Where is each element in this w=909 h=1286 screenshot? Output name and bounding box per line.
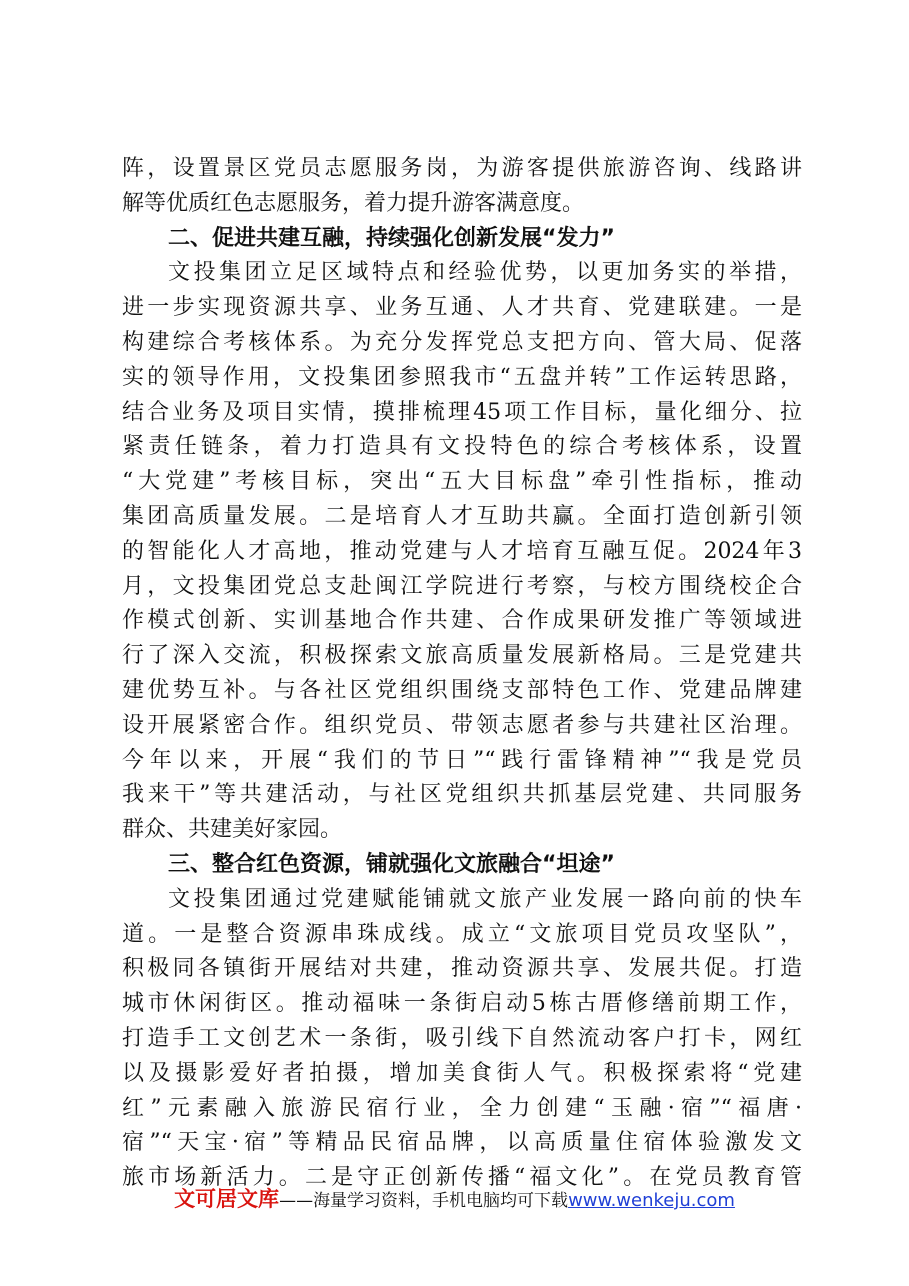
text-line: 文投集团立足区域特点和经验优势，以更加务实的举措，: [168, 260, 802, 286]
text-line: 我来干”等共建活动，与社区党组织共抓基层党建、共同服务: [122, 782, 802, 808]
text-line: 阵，设置景区党员志愿服务岗，为游客提供旅游咨询、线路讲: [122, 156, 802, 181]
section-heading: [122, 222, 802, 257]
text-line: “大党建”考核目标，突出“五大目标盘”牵引性指标，推动: [122, 469, 802, 495]
text-line: 旅市场新活力。二是守正创新传播“福文化”。在党员教育管: [122, 1165, 802, 1191]
text-line: 进一步实现资源共享、业务互通、人才共育、党建联建。一是: [122, 295, 802, 321]
body-paragraph: [122, 883, 802, 1196]
text-line: 解等优质红色志愿服务，着力提升游客满意度。: [122, 190, 585, 216]
text-line: 集团高质量发展。二是培育人才互助共赢。全面打造创新引领: [122, 503, 802, 529]
footer-tagline: ——海量学习资料，手机电脑均可下载: [279, 1191, 569, 1211]
text-line: 设开展紧密合作。组织党员、带领志愿者参与共建社区治理。: [122, 712, 802, 738]
text-line: 实的领导作用，文投集团参照我市“五盘并转”工作运转思路，: [122, 364, 802, 390]
footer-url-link[interactable]: www.wenkeju.com: [568, 1190, 735, 1211]
body-paragraph: [122, 256, 802, 848]
text-line: 紧责任链条，着力打造具有文投特色的综合考核体系，设置: [122, 434, 802, 460]
text-line: 月，文投集团党总支赴闽江学院进行考察，与校方围绕校企合: [122, 573, 802, 599]
text-line: 打造手工文创艺术一条街，吸引线下自然流动客户打卡，网红: [122, 1025, 802, 1051]
text-line: 二、促进共建互融，持续强化创新发展“发力”: [168, 225, 615, 251]
footer-banner: [0, 1183, 909, 1213]
text-line: 建优势互补。与各社区党组织围绕支部特色工作、党建品牌建: [122, 677, 802, 703]
body-paragraph: [122, 152, 802, 222]
text-line: 红”元素融入旅游民宿行业，全力创建“玉融·宿”“福唐·: [122, 1095, 802, 1121]
document-body: [122, 152, 802, 1196]
text-line: 构建综合考核体系。为充分发挥党总支把方向、管大局、促落: [122, 329, 802, 355]
text-line: 文投集团通过党建赋能铺就文旅产业发展一路向前的快车: [168, 886, 802, 912]
footer-brand: 文可居文库: [174, 1187, 280, 1211]
text-line: 城市休闲街区。推动福味一条街启动5栋古厝修缮前期工作，: [122, 991, 802, 1017]
section-heading: [122, 848, 802, 883]
text-line: 结合业务及项目实情，摸排梳理45项工作目标，量化细分、拉: [122, 399, 802, 425]
text-line: 的智能化人才高地，推动党建与人才培育互融互促。2024年3: [122, 538, 802, 564]
text-line: 积极同各镇街开展结对共建，推动资源共享、发展共促。打造: [122, 956, 802, 982]
text-line: 以及摄影爱好者拍摄，增加美食街人气。积极探索将“党建: [122, 1060, 802, 1086]
text-line: 三、整合红色资源，铺就强化文旅融合“坦途”: [168, 851, 615, 877]
text-line: 道。一是整合资源串珠成线。成立“文旅项目党员攻坚队”，: [122, 921, 802, 947]
text-line: 作模式创新、实训基地合作共建、合作成果研发推广等领域进: [122, 608, 802, 634]
text-line: 今年以来，开展“我们的节日”“践行雷锋精神”“我是党员: [122, 747, 802, 773]
text-line: 行了深入交流，积极探索文旅高质量发展新格局。三是党建共: [122, 643, 802, 669]
text-line: 群众、共建美好家园。: [122, 817, 343, 843]
text-line: 宿”“天宝·宿”等精品民宿品牌，以高质量住宿体验激发文: [122, 1130, 802, 1156]
